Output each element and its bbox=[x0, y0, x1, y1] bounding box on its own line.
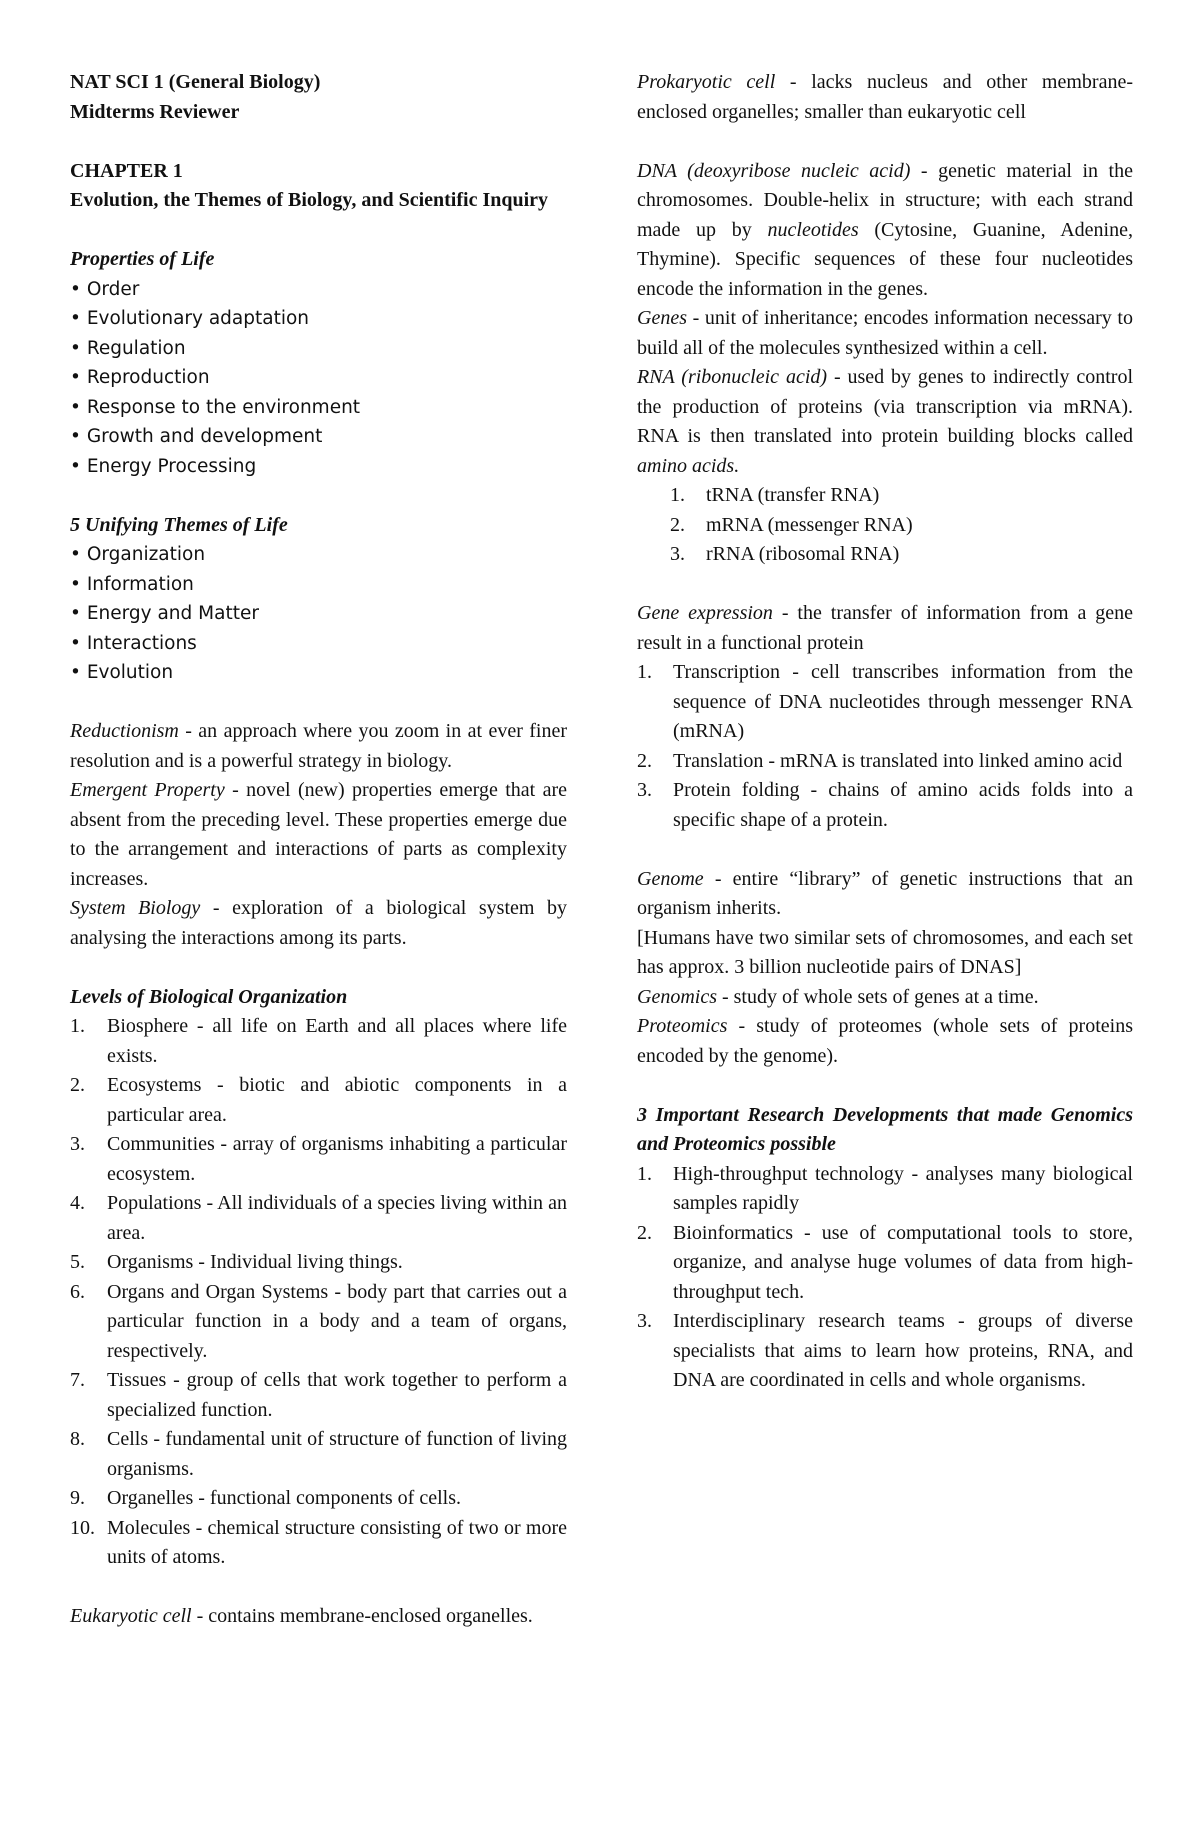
list-item: 1. Transcription - cell transcribes information from the sequence of DNA nucleotides through messenger RNA (mRNA) bbox=[637, 661, 1133, 742]
right-column bbox=[637, 68, 1133, 1396]
list-item: 1. tRNA (transfer RNA) bbox=[670, 484, 880, 506]
bullet-icon: • bbox=[70, 573, 81, 595]
bullet-icon: • bbox=[70, 367, 81, 388]
list-item: • Reproduction bbox=[70, 367, 210, 388]
genome-definition: Genome - entire “library” of genetic instructions that an organism inherits. bbox=[637, 867, 1133, 919]
chapter-label: CHAPTER 1 bbox=[70, 159, 183, 182]
proteomics-definition: Proteomics - study of proteomes (whole sets of proteins encoded by the genome). bbox=[637, 1015, 1133, 1067]
list-item: • Response to the environment bbox=[70, 396, 361, 418]
levels-list bbox=[70, 1012, 567, 1573]
list-item: 1. Biosphere - all life on Earth and all places where life exists. bbox=[70, 1015, 567, 1067]
rna-definition: RNA (ribonucleic acid) - used by genes to indirectly control the production of proteins (via transcription via mRNA). RNA is then translated into protein building blocks called amino acids. bbox=[637, 366, 1133, 477]
bullet-icon: • bbox=[70, 278, 81, 300]
list-item: 6. Organs and Organ Systems - body part that carries out a particular function in a body and a team of organs, respectively. bbox=[70, 1280, 567, 1362]
system-biology-definition: System Biology - exploration of a biological system by analysing the interactions among its parts. bbox=[70, 897, 567, 949]
bullet-icon: • bbox=[70, 396, 81, 418]
list-item: 4. Populations - All individuals of a species living within an area. bbox=[70, 1192, 567, 1244]
eukaryotic-cell-definition: Eukaryotic cell - contains membrane-enclosed organelles. bbox=[70, 1605, 533, 1627]
list-item: • Growth and development bbox=[70, 426, 323, 447]
bullet-icon: • bbox=[70, 544, 81, 565]
list-item: 2. Bioinformatics - use of computational tools to store, organize, and analyse huge volumes of data from high-throughput tech. bbox=[637, 1221, 1133, 1303]
list-item: 2. Ecosystems - biotic and abiotic components in a particular area. bbox=[70, 1074, 567, 1126]
list-item: 2. Translation - mRNA is translated into linked amino acid bbox=[637, 749, 1123, 772]
list-item: 8. Cells - fundamental unit of structure of function of living organisms. bbox=[70, 1428, 567, 1480]
properties-of-life-heading: Properties of Life bbox=[70, 248, 215, 270]
bullet-icon: • bbox=[70, 662, 81, 683]
prokaryotic-cell-definition: Prokaryotic cell - lacks nucleus and other membrane-enclosed organelles; smaller than eukaryotic cell bbox=[637, 71, 1133, 123]
bullet-icon: • bbox=[70, 455, 81, 477]
list-item: 3. rRNA (ribosomal RNA) bbox=[670, 543, 900, 565]
list-item: • Energy and Matter bbox=[70, 603, 259, 624]
list-item: • Order bbox=[70, 278, 140, 300]
course-title: NAT SCI 1 (General Biology) bbox=[70, 71, 321, 93]
research-list bbox=[637, 1160, 1133, 1396]
gene-expression-definition: Gene expression - the transfer of information from a gene result in a functional protein bbox=[637, 602, 1134, 654]
list-item: • Interactions bbox=[70, 632, 197, 654]
unifying-themes-heading: 5 Unifying Themes of Life bbox=[70, 513, 288, 536]
list-item: 3. Protein folding - chains of amino acids folds into a specific shape of a protein. bbox=[637, 779, 1133, 831]
list-item: • Evolution bbox=[70, 662, 174, 683]
list-item: • Energy Processing bbox=[70, 455, 257, 477]
list-item: 10. Molecules - chemical structure consisting of two or more units of atoms. bbox=[70, 1516, 567, 1568]
bullet-icon: • bbox=[70, 632, 81, 654]
list-item: 9. Organelles - functional components of cells. bbox=[70, 1487, 461, 1509]
dna-definition: DNA (deoxyribose nucleic acid) - genetic material in the chromosomes. Double-helix in structure; with each strand made up by nucleotides (Cytosine, Guanine, Adenine, Thymine). Specific sequences of these four nucleotides encode the information in the genes. bbox=[637, 159, 1133, 300]
bullet-icon: • bbox=[70, 603, 81, 624]
list-item: 2. mRNA (messenger RNA) bbox=[670, 513, 913, 536]
document-title: Midterms Reviewer bbox=[70, 100, 240, 123]
emergent-property-definition: Emergent Property - novel (new) properties emerge that are absent from the preceding level. These properties emerge due to the arrangement and interactions of parts as complexity increases. bbox=[70, 779, 567, 890]
gene-expression-steps bbox=[637, 658, 1133, 835]
list-item: 3. Interdisciplinary research teams - groups of diverse specialists that aims to learn how proteins, RNA, and DNA are coordinated in cells and whole organisms. bbox=[637, 1310, 1133, 1391]
levels-heading: Levels of Biological Organization bbox=[70, 985, 348, 1008]
list-item: 7. Tissues - group of cells that work together to perform a specialized function. bbox=[70, 1369, 567, 1421]
reductionism-definition: Reductionism - an approach where you zoom in at ever finer resolution and is a powerful strategy in biology. bbox=[70, 720, 567, 772]
properties-of-life-list bbox=[70, 275, 567, 482]
rna-types-list bbox=[637, 481, 1133, 570]
left-column bbox=[70, 68, 567, 1632]
list-item: • Information bbox=[70, 573, 194, 595]
bullet-icon: • bbox=[70, 426, 81, 447]
genes-definition: Genes - unit of inheritance; encodes information necessary to build all of the molecules synthesized within a cell. bbox=[637, 307, 1133, 359]
research-heading: 3 Important Research Developments that made Genomics and Proteomics possible bbox=[637, 1103, 1133, 1155]
bullet-icon: • bbox=[70, 337, 81, 359]
chapter-title: Evolution, the Themes of Biology, and Scientific Inquiry bbox=[70, 189, 549, 211]
unifying-themes-list bbox=[70, 540, 567, 688]
bullet-icon: • bbox=[70, 308, 81, 329]
genomics-definition: Genomics - study of whole sets of genes at a time. bbox=[637, 985, 1039, 1008]
list-item: 5. Organisms - Individual living things. bbox=[70, 1251, 403, 1273]
list-item: • Organization bbox=[70, 544, 206, 565]
list-item: • Regulation bbox=[70, 337, 186, 359]
list-item: • Evolutionary adaptation bbox=[70, 308, 310, 329]
list-item: 3. Communities - array of organisms inhabiting a particular ecosystem. bbox=[70, 1133, 567, 1185]
list-item: 1. High-throughput technology - analyses many biological samples rapidly bbox=[637, 1162, 1133, 1214]
genome-note: [Humans have two similar sets of chromosomes, and each set has approx. 3 billion nucleotide pairs of DNAS] bbox=[637, 926, 1133, 978]
